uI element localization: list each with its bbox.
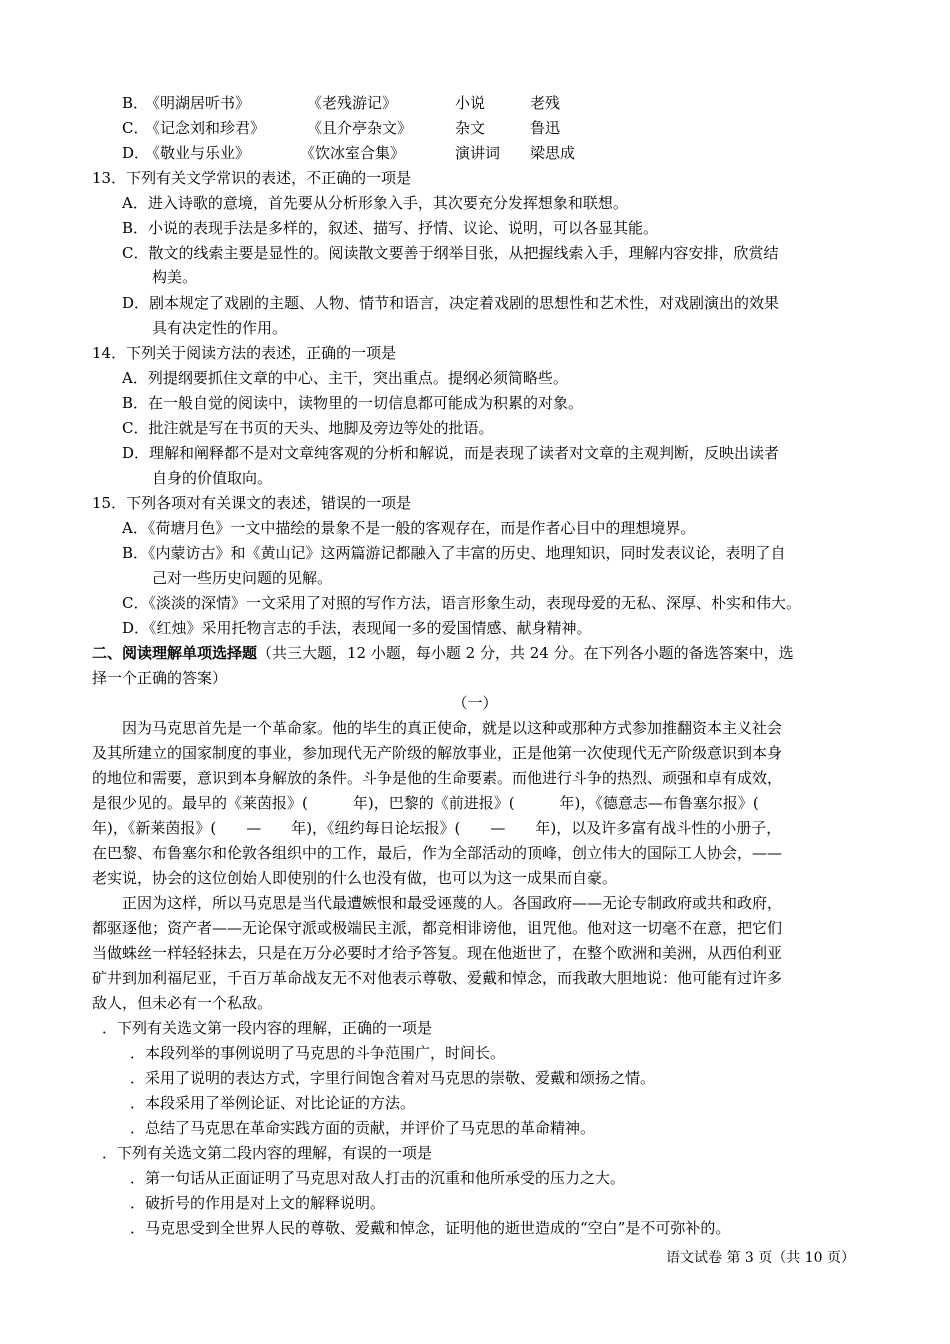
q16-stem: ．下列有关选文第一段内容的理解，正确的一项是 <box>102 1019 433 1037</box>
passage-p1-line: 因为马克思首先是一个革命家。他的毕生的真正使命，就是以这种或那种方式参加推翻资本主义社会 <box>122 719 783 737</box>
q14-option-c: C．批注就是写在书页的天头、地脚及旁边等处的批语。 <box>122 419 494 437</box>
q13-option-c-cont: 构美。 <box>152 268 198 286</box>
passage-p2-line: 矿井到加利福尼亚，千百万革命战友无不对他表示尊敬、爱戴和悼念，而我敢大胆地说：他可能有过许多 <box>92 969 783 987</box>
section2-heading <box>92 642 794 666</box>
option-label: B． <box>122 94 149 112</box>
section2-instructions-cont: 择一个正确的答案） <box>92 669 228 687</box>
q15-option-b-cont: 己对一些历史问题的见解。 <box>152 569 333 587</box>
q14-option-d: D．理解和阐释都不是对文章纯客观的分析和解说，而是表现了读者对文章的主观判断，反映出读者 <box>122 444 780 462</box>
q14-option-d-cont: 自身的价值取向。 <box>152 469 273 487</box>
page-footer: 语文试卷 第 3 页（共 10 页） <box>666 1250 855 1266</box>
section2-instructions: （共三大题，12 小题，每小题 2 分，共 24 分。在下列各小题的备选答案中，选 <box>257 644 794 662</box>
option-book: 《饮冰室合集》 <box>300 144 406 162</box>
q15-option-d: D．《红烛》采用托物言志的手法，表现闻一多的爱国情感、献身精神。 <box>122 619 592 637</box>
q17-option: ．马克思受到全世界人民的尊敬、爱戴和悼念，证明他的逝世造成的“空白”是不可弥补的。 <box>130 1219 731 1237</box>
option-book: 《老残游记》 <box>307 94 398 112</box>
option-author: 老残 <box>530 94 561 112</box>
passage-p1-line: 老实说，协会的这位创始人即使别的什么也没有做，也可以为这一成果而自豪。 <box>92 869 618 887</box>
q17-option: ．破折号的作用是对上文的解释说明。 <box>130 1194 386 1212</box>
section2-title: 二、阅读理解单项选择题 <box>92 644 258 662</box>
q14-option-b: B．在一般自觉的阅读中，读物里的一切信息都可能成为积累的对象。 <box>122 394 584 412</box>
q13-stem: 13．下列有关文学常识的表述，不正确的一项是 <box>92 169 412 187</box>
passage-p2-line: 当做蛛丝一样轻轻抹去，只是在万分必要时才给予答复。现在他逝世了，在整个欧洲和美洲，从西伯利亚 <box>92 944 783 962</box>
option-author: 鲁迅 <box>530 119 561 137</box>
q17-stem: ．下列有关选文第二段内容的理解，有误的一项是 <box>102 1144 433 1162</box>
q13-option-b: B．小说的表现手法是多样的，叙述、描写、抒情、议论、说明，可以各显其能。 <box>122 219 659 237</box>
q16-option: ．总结了马克思在革命实践方面的贡献，并评价了马克思的革命精神。 <box>130 1119 596 1137</box>
q13-option-d: D．剧本规定了戏剧的主题、人物、情节和语言，决定着戏剧的思想性和艺术性，对戏剧演出的效果 <box>122 294 780 312</box>
option-author: 梁思成 <box>530 144 576 162</box>
option-book: 《且介亭杂文》 <box>307 119 413 137</box>
passage-p1-line: 在巴黎、布鲁塞尔和伦敦各组织中的工作，最后，作为全部活动的顶峰，创立伟大的国际工人协会，—— <box>92 844 783 862</box>
option-label: D． <box>122 144 150 162</box>
passage-p2-line: 都驱逐他；资产者——无论保守派或极端民主派，都竞相诽谤他，诅咒他。他对这一切毫不在意，把它们 <box>92 919 783 937</box>
option-genre: 演讲词 <box>455 144 501 162</box>
passage-p1-line: 及其所建立的国家制度的事业，参加现代无产阶级的解放事业，正是他第一次使现代无产阶级意识到本身 <box>92 744 783 762</box>
option-label: C． <box>122 119 149 137</box>
q15-option-a: A．《荷塘月色》一文中描绘的景象不是一般的客观存在，而是作者心目中的理想境界。 <box>122 519 696 537</box>
q15-stem: 15．下列各项对有关课文的表述，错误的一项是 <box>92 494 412 512</box>
q16-option: ．采用了说明的表达方式，字里行间饱含着对马克思的崇敬、爱戴和颂扬之情。 <box>130 1069 656 1087</box>
q14-stem: 14．下列关于阅读方法的表述，正确的一项是 <box>92 344 397 362</box>
option-genre: 杂文 <box>455 119 486 137</box>
q14-option-a: A．列提纲要抓住文章的中心、主干，突出重点。提纲必须简略些。 <box>122 369 568 387</box>
q15-option-b: B．《内蒙访古》和《黄山记》这两篇游记都融入了丰富的历史、地理知识，同时发表议论，表明了自 <box>122 544 786 562</box>
passage-p2-line: 敌人，但未必有一个私敌。 <box>92 994 273 1012</box>
q16-option: ．本段采用了举例论证、对比论证的方法。 <box>130 1094 416 1112</box>
passage-p1-line: 年)，《新莱茵报》( — 年)，《纽约每日论坛报》( — 年)，以及许多富有战斗性的小册子， <box>92 819 782 837</box>
passage-p2-line: 正因为这样，所以马克思是当代最遭嫉恨和最受诬蔑的人。各国政府——无论专制政府或共和政府， <box>122 894 783 912</box>
q13-option-a: A．进入诗歌的意境，首先要从分析形象入手，其次要充分发挥想象和联想。 <box>122 194 628 212</box>
option-title: 《记念刘和珍君》 <box>145 119 266 137</box>
option-title: 《敬业与乐业》 <box>145 144 251 162</box>
q13-option-d-cont: 具有决定性的作用。 <box>152 319 288 337</box>
q17-option: ．第一句话从正面证明了马克思对敌人打击的沉重和他所承受的压力之大。 <box>130 1169 626 1187</box>
q13-option-c: C．散文的线索主要是显性的。阅读散文要善于纲举目张，从把握线索入手，理解内容安排，欣赏结 <box>122 244 779 262</box>
passage-p1-line: 的地位和需要，意识到本身解放的条件。斗争是他的生命要素。而他进行斗争的热烈、顽强和卓有成效， <box>92 769 783 787</box>
passage-p1-line: 是很少见的。最早的《莱茵报》( 年)，巴黎的《前进报》( 年)，《德意志—布鲁塞尔报》( <box>92 794 759 812</box>
option-genre: 小说 <box>455 94 486 112</box>
part-one-label: （一） <box>452 694 498 712</box>
option-title: 《明湖居听书》 <box>145 94 251 112</box>
q15-option-c: C．《淡淡的深情》一文采用了对照的写作方法，语言形象生动，表现母爱的无私、深厚、朴实和伟大。 <box>122 594 801 612</box>
q16-option: ．本段列举的事例说明了马克思的斗争范围广，时间长。 <box>130 1044 506 1062</box>
